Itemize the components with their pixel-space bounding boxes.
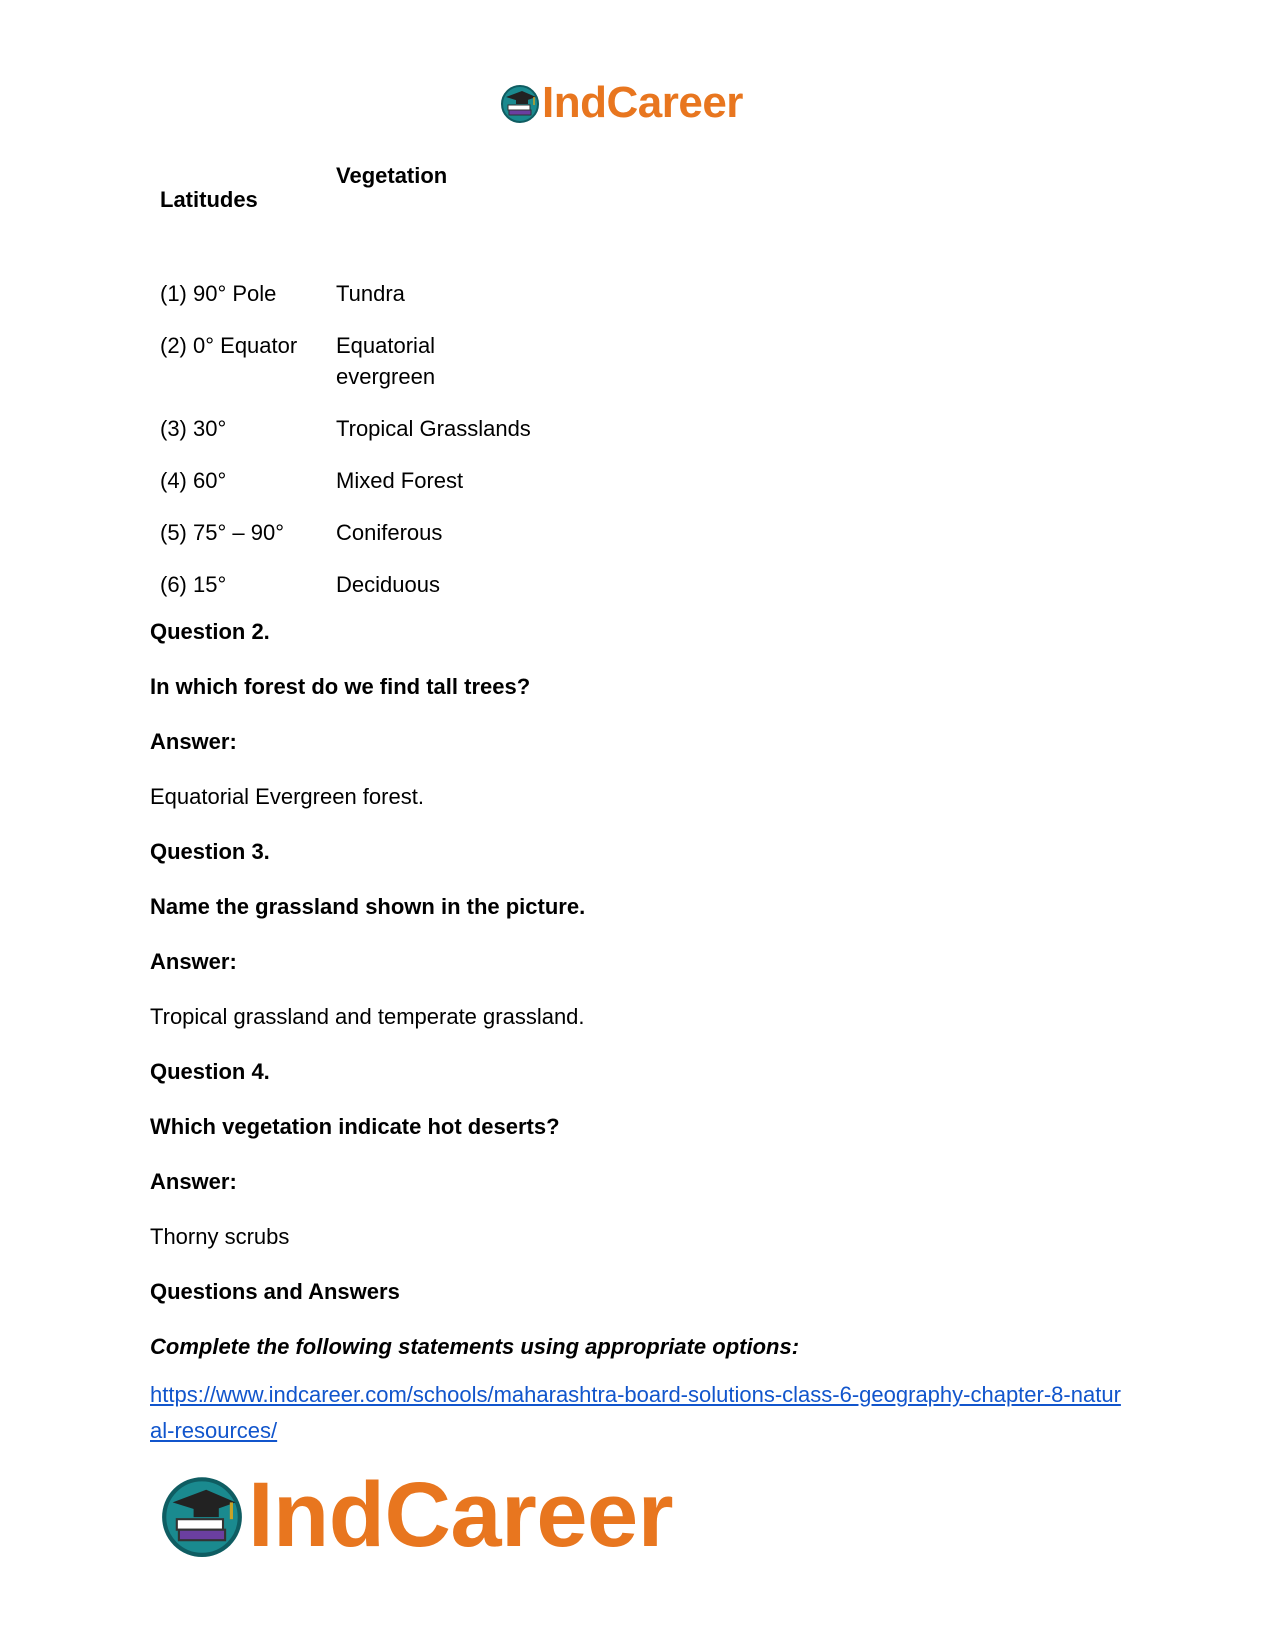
vegetation-cell: Coniferous: [336, 520, 443, 545]
question-4-title: Question 4.: [150, 1059, 270, 1084]
graduation-cap-books-globe-icon: [500, 83, 540, 123]
qa-content: [150, 616, 1150, 1449]
indcareer-logo-top: [500, 80, 743, 126]
source-link[interactable]: https://www.indcareer.com/schools/maharashtra-board-solutions-class-6-geography-chapter-8-natural-resources/: [150, 1382, 1121, 1443]
vegetation-cell: Mixed Forest: [336, 468, 464, 493]
latitude-cell: (5) 75° – 90°: [160, 520, 284, 545]
table-row: [150, 517, 576, 569]
answer-2-text: Equatorial Evergreen forest.: [150, 784, 424, 809]
indcareer-logo-bottom: [160, 1464, 673, 1566]
table-row: [150, 465, 576, 517]
logo-brand-text: IndCareer: [248, 1464, 673, 1566]
table-header-row: [150, 150, 576, 278]
table-row: [150, 330, 576, 413]
answer-3-text: Tropical grassland and temperate grassland.: [150, 1004, 585, 1029]
latitude-vegetation-table: [150, 150, 576, 621]
answer-4-text: Thorny scrubs: [150, 1224, 290, 1249]
table-row: [150, 569, 576, 621]
answer-4-label: Answer:: [150, 1169, 237, 1194]
answer-3-label: Answer:: [150, 949, 237, 974]
latitude-cell: (1) 90° Pole: [160, 281, 277, 306]
latitude-cell: (2) 0° Equator: [160, 333, 298, 358]
vegetation-cell: Deciduous: [336, 572, 440, 597]
table-row: [150, 413, 576, 465]
instruction-text: Complete the following statements using appropriate options:: [150, 1334, 800, 1359]
table-row: [150, 278, 576, 330]
vegetation-cell: Tropical Grasslands: [336, 416, 531, 441]
logo-brand-text: IndCareer: [542, 78, 743, 127]
graduation-cap-books-globe-icon: [160, 1473, 244, 1557]
header-latitudes: Latitudes: [160, 187, 258, 212]
vegetation-cell: Equatorial evergreen: [336, 333, 436, 389]
section-title: Questions and Answers: [150, 1279, 400, 1304]
vegetation-cell: Tundra: [336, 281, 405, 306]
question-3-title: Question 3.: [150, 839, 270, 864]
question-3-text: Name the grassland shown in the picture.: [150, 894, 586, 919]
header-vegetation: Vegetation: [336, 163, 448, 188]
question-2-text: In which forest do we find tall trees?: [150, 674, 531, 699]
answer-2-label: Answer:: [150, 729, 237, 754]
latitude-cell: (3) 30°: [160, 416, 227, 441]
question-2-title: Question 2.: [150, 619, 270, 644]
latitude-cell: (6) 15°: [160, 572, 227, 597]
latitude-cell: (4) 60°: [160, 468, 227, 493]
question-4-text: Which vegetation indicate hot deserts?: [150, 1114, 560, 1139]
